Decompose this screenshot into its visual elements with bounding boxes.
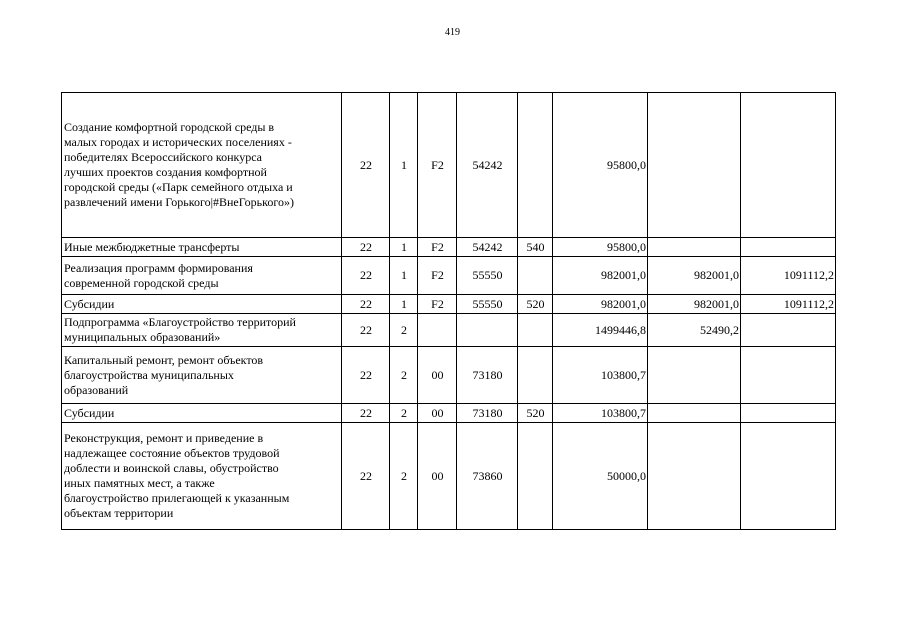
cell-target-article: 55550 (457, 257, 518, 295)
table-row (62, 93, 836, 238)
item-name-line: современной городской среды (64, 275, 219, 290)
cell-target-article (457, 314, 518, 347)
cell-section-code: 2 (390, 347, 418, 404)
cell-amount-3 (741, 423, 836, 530)
item-name-line: Иные межбюджетные трансферты (64, 239, 240, 254)
cell-item-name (62, 314, 342, 347)
item-name-line: муниципальных образований» (64, 330, 221, 344)
table-row (62, 257, 836, 295)
cell-expense-type (518, 423, 553, 530)
table-row (62, 314, 836, 347)
cell-ministry-code: 22 (342, 347, 390, 404)
table-row (62, 347, 836, 404)
cell-ministry-code: 22 (342, 314, 390, 347)
item-name-line: Реконструкция, ремонт и приведение в (64, 431, 264, 445)
cell-amount-2 (648, 347, 741, 404)
item-name-line: благоустройство прилегающей к указанным (64, 491, 290, 505)
cell-item-name (62, 238, 342, 257)
table-row (62, 404, 836, 423)
cell-amount-2: 52490,2 (648, 314, 741, 347)
cell-item-name (62, 347, 342, 404)
cell-amount-1: 982001,0 (553, 295, 648, 314)
cell-amount-3 (741, 238, 836, 257)
cell-section-code: 2 (390, 423, 418, 530)
cell-subsection-code: 00 (418, 347, 457, 404)
cell-amount-3 (741, 404, 836, 423)
cell-amount-3: 1091112,2 (741, 295, 836, 314)
item-name-line: малых городах и исторических поселениях - (64, 135, 292, 149)
cell-amount-3 (741, 347, 836, 404)
cell-amount-1: 103800,7 (553, 347, 648, 404)
item-name-line: лучших проектов создания комфортной (64, 165, 267, 179)
cell-amount-2 (648, 423, 741, 530)
cell-target-article: 73180 (457, 347, 518, 404)
item-name-line: благоустройства муниципальных (64, 367, 234, 382)
cell-item-name (62, 404, 342, 423)
cell-target-article: 54242 (457, 93, 518, 238)
item-name-line: Капитальный ремонт, ремонт объектов (64, 352, 264, 367)
cell-amount-2 (648, 93, 741, 238)
item-name-line: доблести и воинской славы, обустройство (64, 461, 279, 475)
item-name-line: Реализация программ формирования (64, 260, 253, 275)
cell-target-article: 55550 (457, 295, 518, 314)
cell-expense-type (518, 347, 553, 404)
cell-amount-1: 95800,0 (553, 238, 648, 257)
item-name-line: Подпрограмма «Благоустройство территорий (64, 315, 296, 329)
cell-amount-1: 982001,0 (553, 257, 648, 295)
item-name-line: объектам территории (64, 506, 174, 520)
cell-section-code: 1 (390, 238, 418, 257)
cell-subsection-code: F2 (418, 93, 457, 238)
cell-section-code: 2 (390, 314, 418, 347)
cell-expense-type: 520 (518, 404, 553, 423)
table-body (62, 93, 836, 530)
cell-ministry-code: 22 (342, 93, 390, 238)
cell-subsection-code: F2 (418, 295, 457, 314)
cell-subsection-code: 00 (418, 423, 457, 530)
cell-section-code: 2 (390, 404, 418, 423)
cell-section-code: 1 (390, 295, 418, 314)
cell-item-name (62, 423, 342, 530)
cell-amount-2: 982001,0 (648, 257, 741, 295)
cell-amount-3: 1091112,2 (741, 257, 836, 295)
budget-table (61, 92, 836, 530)
item-name-line: развлечений имени Горького|#ВнеГорького») (64, 195, 294, 209)
cell-expense-type (518, 257, 553, 295)
cell-target-article: 73180 (457, 404, 518, 423)
page-number: 419 (445, 27, 460, 38)
cell-amount-1: 1499446,8 (553, 314, 648, 347)
cell-item-name (62, 93, 342, 238)
cell-section-code: 1 (390, 257, 418, 295)
item-name-line: Субсидии (64, 296, 115, 311)
cell-amount-1: 103800,7 (553, 404, 648, 423)
cell-expense-type (518, 93, 553, 238)
item-name-line: победителях Всероссийского конкурса (64, 150, 263, 164)
cell-ministry-code: 22 (342, 238, 390, 257)
cell-amount-2 (648, 404, 741, 423)
cell-section-code: 1 (390, 93, 418, 238)
cell-expense-type: 520 (518, 295, 553, 314)
cell-expense-type (518, 314, 553, 347)
item-name-line: Субсидии (64, 405, 115, 420)
cell-amount-2: 982001,0 (648, 295, 741, 314)
cell-ministry-code: 22 (342, 423, 390, 530)
cell-target-article: 54242 (457, 238, 518, 257)
table-row (62, 238, 836, 257)
cell-expense-type: 540 (518, 238, 553, 257)
item-name-line: городской среды («Парк семейного отдыха и (64, 180, 293, 194)
cell-amount-3 (741, 93, 836, 238)
cell-ministry-code: 22 (342, 295, 390, 314)
cell-subsection-code: F2 (418, 257, 457, 295)
cell-item-name (62, 257, 342, 295)
cell-subsection-code: F2 (418, 238, 457, 257)
cell-amount-1: 50000,0 (553, 423, 648, 530)
cell-amount-2 (648, 238, 741, 257)
table-row (62, 423, 836, 530)
item-name-line: Создание комфортной городской среды в (64, 120, 275, 134)
cell-ministry-code: 22 (342, 257, 390, 295)
item-name-line: образований (64, 382, 129, 397)
item-name-line: надлежащее состояние объектов трудовой (64, 446, 280, 460)
cell-target-article: 73860 (457, 423, 518, 530)
cell-ministry-code: 22 (342, 404, 390, 423)
cell-item-name (62, 295, 342, 314)
cell-subsection-code: 00 (418, 404, 457, 423)
cell-amount-3 (741, 314, 836, 347)
cell-subsection-code (418, 314, 457, 347)
cell-amount-1: 95800,0 (553, 93, 648, 238)
table-row (62, 295, 836, 314)
item-name-line: иных памятных мест, а также (64, 476, 215, 490)
